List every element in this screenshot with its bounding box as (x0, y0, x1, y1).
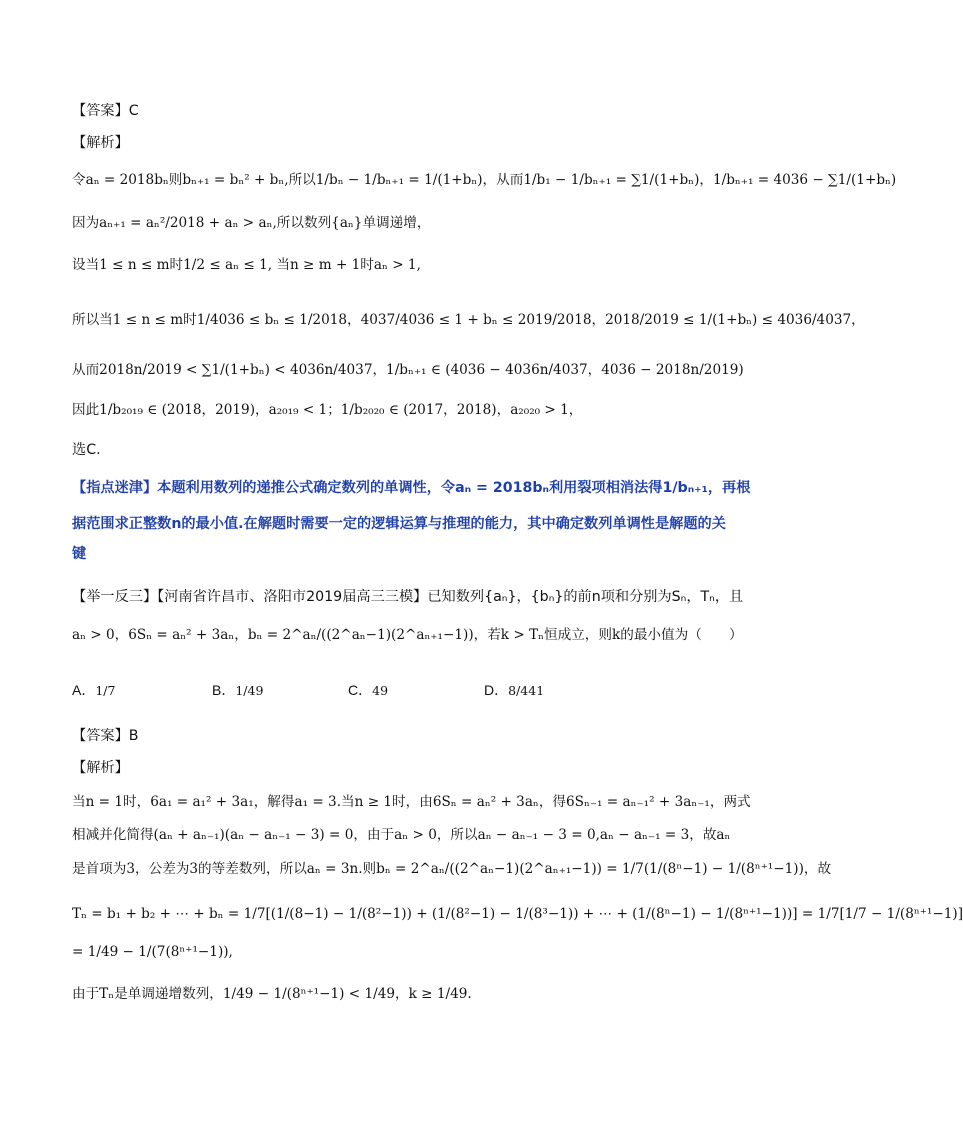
option-b[interactable]: B．1/49 (212, 682, 264, 698)
solution-line: 当n = 1时，6a₁ = a₁² + 3a₁，解得a₁ = 3.当n ≥ 1时，由6Sₙ = aₙ² + 3aₙ，得6Sₙ₋₁ = aₙ₋₁² + 3aₙ₋₁，两式 (72, 794, 751, 810)
option-d[interactable]: D．8/441 (484, 682, 545, 698)
option-c[interactable]: C．49 (348, 682, 389, 698)
analysis-label-2: 【解析】 (72, 760, 129, 776)
solution-line: 所以当1 ≤ n ≤ m时1/4036 ≤ bₙ ≤ 1/2018，4037/4036 ≤ 1 + bₙ ≤ 2019/2018，2018/2019 ≤ 1/(1+bₙ) ≤ 4036/4037， (72, 312, 865, 328)
solution-line: Tₙ = b₁ + b₂ + ⋯ + bₙ = 1/7[(1/(8−1) − 1/(8²−1)) + (1/(8²−1) − 1/(8³−1)) + ⋯ + (1/(8ⁿ−1) − 1/(8ⁿ⁺¹−1))] = 1/7[1/7 − 1/(8ⁿ⁺¹−1)] (72, 906, 963, 922)
solution-line: 从而2018n/2019 < ∑1/(1+bₙ) < 4036n/4037，1/bₙ₊₁ ∈ (4036 − 4036n/4037，4036 − 2018n/2019) (72, 362, 744, 378)
example-question-line: 【举一反三】【河南省许昌市、洛阳市2019届高三三模】已知数列{aₙ}，{bₙ}的前n项和分别为Sₙ，Tₙ，且 (72, 589, 744, 605)
example-question-line: aₙ > 0，6Sₙ = aₙ² + 3aₙ，bₙ = 2^aₙ/((2^aₙ−1)(2^aₙ₊₁−1))，若k > Tₙ恒成立，则k的最小值为（ ） (72, 627, 743, 643)
solution-line: 是首项为3，公差为3的等差数列，所以aₙ = 3n.则bₙ = 2^aₙ/((2^aₙ−1)(2^aₙ₊₁−1)) = 1/7(1/(8ⁿ−1) − 1/(8ⁿ⁺¹−1))，故 (72, 861, 832, 877)
tip-line-3: 键 (72, 546, 87, 562)
solution-line: = 1/49 − 1/(7(8ⁿ⁺¹−1)), (72, 944, 233, 960)
tip-label: 【指点迷津】 (72, 480, 158, 496)
solution-line: 选C. (72, 442, 101, 458)
analysis-label-1: 【解析】 (72, 135, 129, 151)
solution-line: 因此1/b₂₀₁₉ ∈ (2018，2019)，a₂₀₁₉ < 1；1/b₂₀₂₀ ∈ (2017，2018)，a₂₀₂₀ > 1， (72, 402, 583, 418)
solution-line: 令aₙ = 2018bₙ则bₙ₊₁ = bₙ² + bₙ,所以1/bₙ − 1/bₙ₊₁ = 1/(1+bₙ)，从而1/b₁ − 1/bₙ₊₁ = ∑1/(1+bₙ)，1/bₙ₊₁ = 4036 − ∑1/(1+bₙ) (72, 172, 897, 188)
answer-label-2: 【答案】B (72, 728, 139, 744)
solution-line: 设当1 ≤ n ≤ m时1/2 ≤ aₙ ≤ 1, 当n ≥ m + 1时aₙ > 1, (72, 257, 421, 273)
solution-line: 因为aₙ₊₁ = aₙ²/2018 + aₙ > aₙ,所以数列{aₙ}单调递增， (72, 215, 431, 231)
solution-line: 由于Tₙ是单调递增数列，1/49 − 1/(8ⁿ⁺¹−1) < 1/49，k ≥ 1/49. (72, 986, 472, 1002)
tip-line-2: 据范围求正整数n的最小值.在解题时需要一定的逻辑运算与推理的能力，其中确定数列单调性是解题的关 (72, 516, 726, 532)
tip-line-1 (72, 478, 751, 498)
tip-text: 本题利用数列的递推公式确定数列的单调性，令aₙ = 2018bₙ利用裂项相消法得1/bₙ₊₁，再根 (157, 480, 751, 496)
solution-line: 相减并化简得(aₙ + aₙ₋₁)(aₙ − aₙ₋₁ − 3) = 0，由于aₙ > 0，所以aₙ − aₙ₋₁ − 3 = 0,aₙ − aₙ₋₁ = 3，故aₙ (72, 827, 731, 843)
option-a[interactable]: A．1/7 (72, 682, 116, 698)
answer-label-1: 【答案】C (72, 103, 139, 119)
